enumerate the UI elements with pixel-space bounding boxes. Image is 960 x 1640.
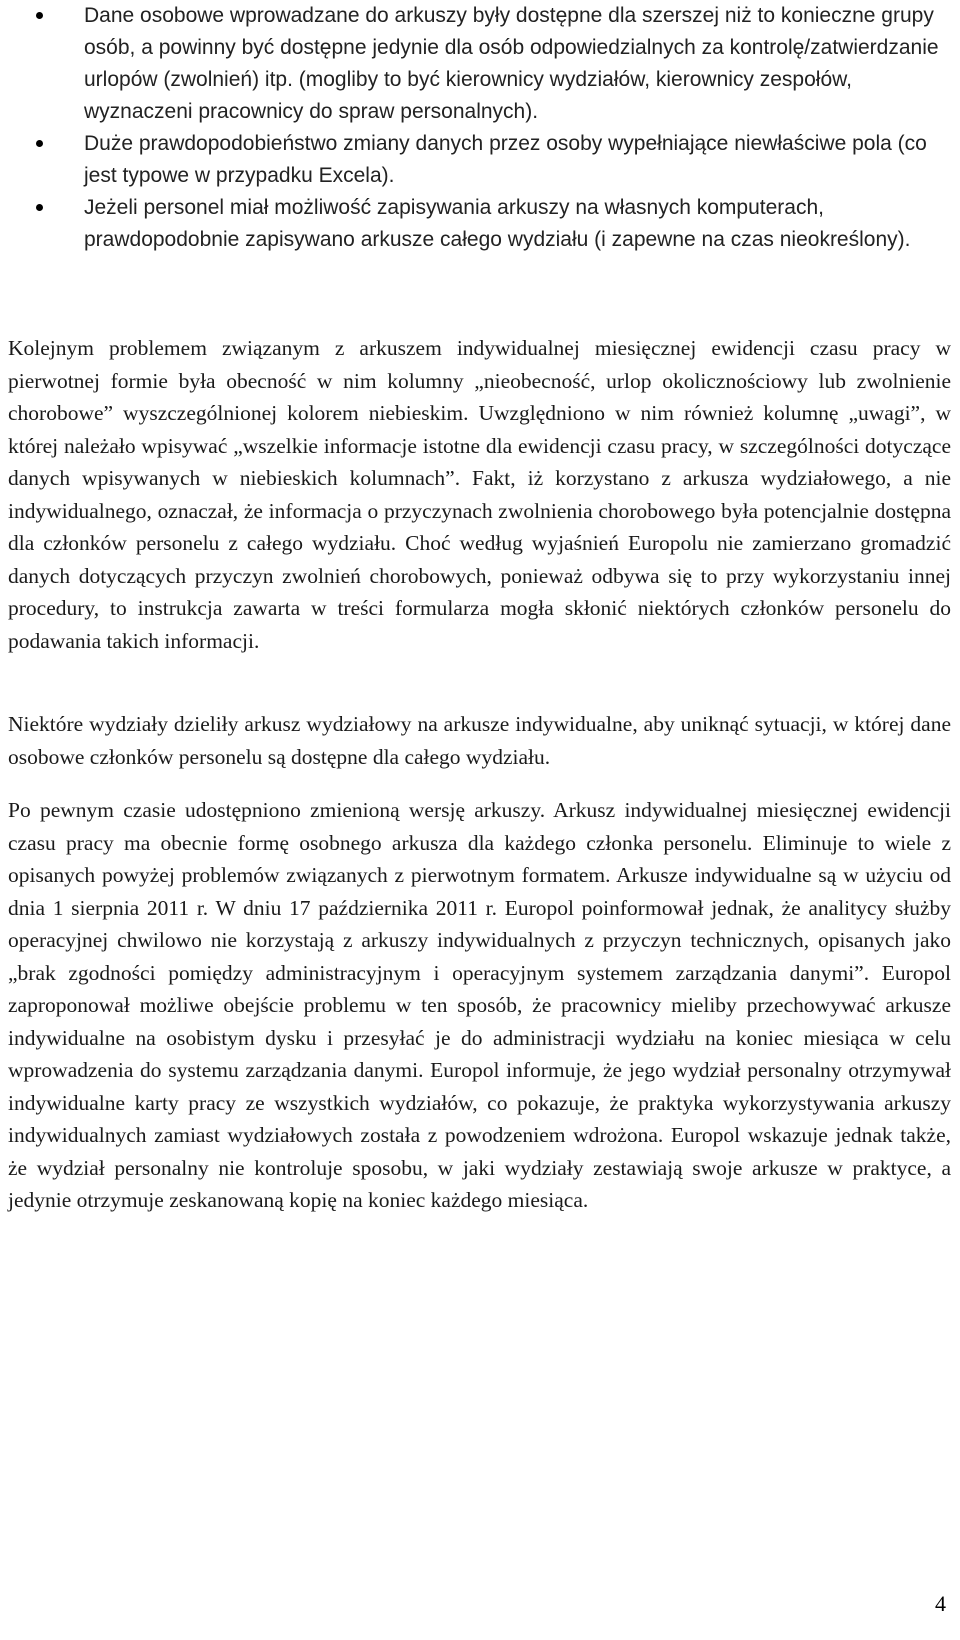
bullet-text: Dane osobowe wprowadzane do arkuszy były dostępne dla szerszej niż to konieczne grupy osób, a powinny być dostępne jedynie dla osób odpowiedzialnych za kontrolę/zatwierdzanie urlopów (zwolnień) itp. (mogliby to być kierownicy wydziałów, kierownicy zespołów, wyznaczeni pracownicy do spraw personalnych).	[84, 4, 939, 123]
bullet-icon	[36, 12, 43, 19]
bullet-item-data-access	[8, 0, 951, 128]
bullet-icon	[36, 204, 43, 211]
bullet-text: Duże prawdopodobieństwo zmiany danych przez osoby wypełniające niewłaściwe pola (co jest typowe w przypadku Excela).	[84, 132, 927, 187]
paragraph-revised-version: Po pewnym czasie udostępniono zmienioną wersję arkuszy. Arkusz indywidualnej miesięcznej ewidencji czasu pracy ma obecnie formę osobnego arkusza dla każdego członka personelu. Eliminuje to wiele z opisanych powyżej problemów związanych z pierwotnym formatem. Arkusze indywidualne są w użyciu od dnia 1 sierpnia 2011 r. W dniu 17 października 2011 r. Europol poinformował jednak, że analitycy służby operacyjnej chwilowo nie korzystają z arkuszy indywidualnych z przyczyn technicznych, opisanych jako „brak zgodności pomiędzy administracyjnym i operacyjnym systemem zarządzania danymi”. Europol zaproponował możliwe obejście problemu w ten sposób, że pracownicy mieliby przechowywać arkusze indywidualne na osobistym dysku i przesyłać je do administracji wydziału na koniec miesiąca w celu wprowadzenia do systemu zarządzania danymi. Europol informuje, że jego wydział personalny otrzymywał indywidualne karty pracy ze wszystkich wydziałów, co pokazuje, że praktyka wykorzystywania arkuszy indywidualnych zamiast wydziałowych została z powodzeniem wdrożona. Europol wskazuje jednak także, że wydział personalny nie kontroluje sposobu, w jaki wydziały zestawiają swoje arkusze w praktyce, a jedynie otrzymuje zeskanowaną kopię na koniec każdego miesiąca.	[8, 798, 951, 1212]
document-page	[8, 0, 951, 1212]
paragraph-split-sheets: Niektóre wydziały dzieliły arkusz wydziałowy na arkusze indywidualne, aby uniknąć sytuacji, w której dane osobowe członków personelu są dostępne dla całego wydziału.	[8, 712, 951, 769]
paragraph-absence-column: Kolejnym problemem związanym z arkuszem indywidualnej miesięcznej ewidencji czasu pracy w pierwotnej formie była obecność w nim kolumny „nieobecność, urlop okolicznościowy lub zwolnienie chorobowe” wyszczególnionej kolorem niebieskim. Uwzględniono w nim również kolumnę „uwagi”, w której należało wpisywać „wszelkie informacje istotne dla ewidencji czasu pracy, w szczególności dotyczące danych wpisywanych w niebieskich kolumnach”. Fakt, iż korzystano z arkusza wydziałowego, a nie indywidualnego, oznaczał, że informacja o przyczynach zwolnienia chorobowego była potencjalnie dostępna dla członków personelu z całego wydziału. Choć według wyjaśnień Europolu nie zamierzano gromadzić danych dotyczących przyczyn zwolnień chorobowych, ponieważ odbywa się to przy wykorzystaniu innej procedury, to instrukcja zawarta w treści formularza mogła skłonić niektórych członków personelu do podawania takich informacji.	[8, 336, 951, 653]
bullet-list	[8, 0, 951, 256]
page-number: 4	[935, 1591, 946, 1616]
bullet-icon	[36, 140, 43, 147]
bullet-text: Jeżeli personel miał możliwość zapisywania arkuszy na własnych komputerach, prawdopodobnie zapisywano arkusze całego wydziału (i zapewne na czas nieokreślony).	[84, 196, 911, 251]
bullet-item-data-change	[8, 128, 951, 192]
bullet-item-local-saving	[8, 192, 951, 256]
